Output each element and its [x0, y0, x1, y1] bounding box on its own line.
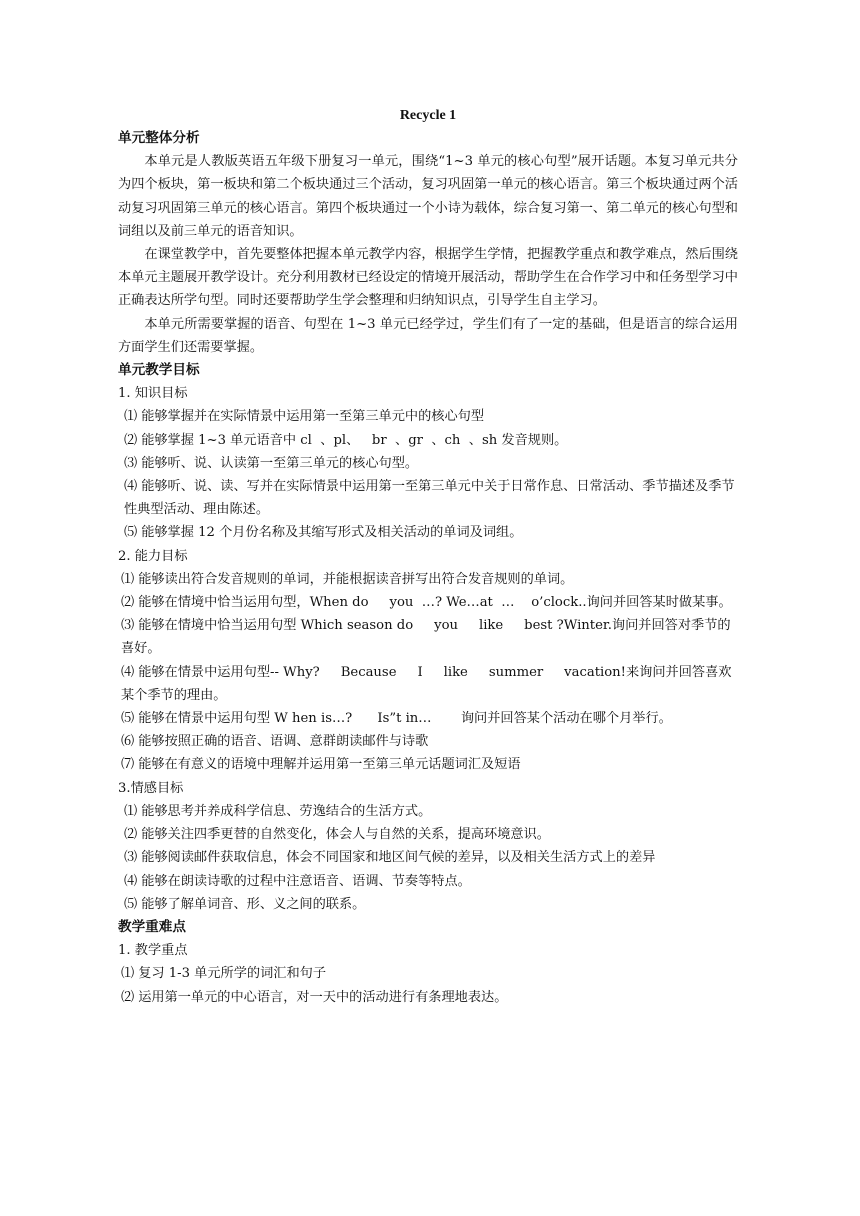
- list-item: ⑴ 能够读出符合发音规则的单词，并能根据读音拼写出符合发音规则的单词。: [121, 571, 574, 587]
- list-item: ⑴ 能够思考并养成科学信息、劳逸结合的生活方式。: [124, 803, 432, 819]
- list-item: ⑴ 复习 1-3 单元所学的词汇和句子: [121, 966, 327, 982]
- list-item: ⑵ 运用第一单元的中心语言，对一天中的活动进行有条理地表达。: [121, 989, 508, 1005]
- emotion-goals-label: 3.情感目标: [118, 780, 184, 796]
- list-item: ⑶ 能够阅读邮件获取信息，体会不同国家和地区间气候的差异，以及相关生活方式上的差异: [124, 850, 656, 866]
- document-page: [118, 104, 738, 1009]
- analysis-paragraph-3: 本单元所需要掌握的语音、句型在 1~3 单元已经学过，学生们有了一定的基础，但是语言的综合运用方面学生们还需要掌握。: [118, 316, 738, 355]
- knowledge-goals-label: 1. 知识目标: [118, 386, 188, 402]
- section-heading-keypoints: 教学重难点: [118, 918, 186, 935]
- section-heading-goals: 单元教学目标: [118, 362, 200, 379]
- list-item: ⑸ 能够掌握 12 个月份名称及其缩写形式及相关活动的单词及词组。: [124, 525, 523, 541]
- ability-goals-label: 2. 能力目标: [118, 548, 188, 564]
- document-title: Recycle 1: [399, 108, 457, 123]
- section-heading-analysis: 单元整体分析: [118, 130, 200, 146]
- list-item: ⑷ 能够听、说、读、写并在实际情景中运用第一至第三单元中关于日常作息、日常活动、季节描述及季节性典型活动、理由陈述。: [124, 479, 735, 518]
- list-item: ⑺ 能够在有意义的语境中理解并运用第一至第三单元话题词汇及短语: [121, 757, 521, 773]
- analysis-paragraph-1: 本单元是人教版英语五年级下册复习一单元，围绕“1~3 单元的核心句型”展开话题。本复习单元共分为四个板块，第一板块和第二个板块通过三个活动，复习巩固第一单元的核心语言。第三个板块通过两个活动复习巩固第三单元的核心语言。第四个板块通过一个小诗为载体，综合复习第一、第二单元的核心句型和词组以及前三单元的语音知识。: [118, 154, 738, 239]
- list-item: ⑴ 能够掌握并在实际情景中运用第一至第三单元中的核心句型: [124, 409, 485, 425]
- keypoints-label: 1. 教学重点: [118, 943, 188, 959]
- list-item: ⑶ 能够在情境中恰当运用句型 Which season do you like best ?Winter.询问并回答对季节的喜好。: [121, 618, 731, 657]
- list-item: ⑶ 能够听、说、认读第一至第三单元的核心句型。: [124, 455, 419, 471]
- list-item: ⑵ 能够在情境中恰当运用句型，When do you …? We…at … o’clock..询问并回答某时做某事。: [121, 595, 732, 611]
- list-item: ⑵ 能够掌握 1~3 单元语音中 cl 、pl、 br 、gr 、ch 、sh 发音规则。: [124, 432, 568, 448]
- list-item: ⑵ 能够关注四季更替的自然变化，体会人与自然的关系，提高环境意识。: [124, 827, 550, 843]
- list-item: ⑸ 能够了解单词音、形、义之间的联系。: [124, 896, 366, 912]
- list-item: ⑹ 能够按照正确的语音、语调、意群朗读邮件与诗歌: [121, 734, 429, 750]
- list-item: ⑸ 能够在情景中运用句型 W hen is…? Is”t in… 询问并回答某个活动在哪个月举行。: [121, 711, 672, 727]
- analysis-paragraph-2: 在课堂教学中，首先要整体把握本单元教学内容，根据学生学情，把握教学重点和教学难点，然后围绕本单元主题展开教学设计。充分利用教材已经设定的情境开展活动，帮助学生在合作学习中和任务型学习中正确表达所学句型。同时还要帮助学生学会整理和归纳知识点，引导学生自主学习。: [118, 247, 738, 309]
- list-item: ⑷ 能够在情景中运用句型-- Why? Because I like summer vacation!来询问并回答喜欢某个季节的理由。: [121, 664, 732, 703]
- list-item: ⑷ 能够在朗读诗歌的过程中注意语音、语调、节奏等特点。: [124, 873, 471, 889]
